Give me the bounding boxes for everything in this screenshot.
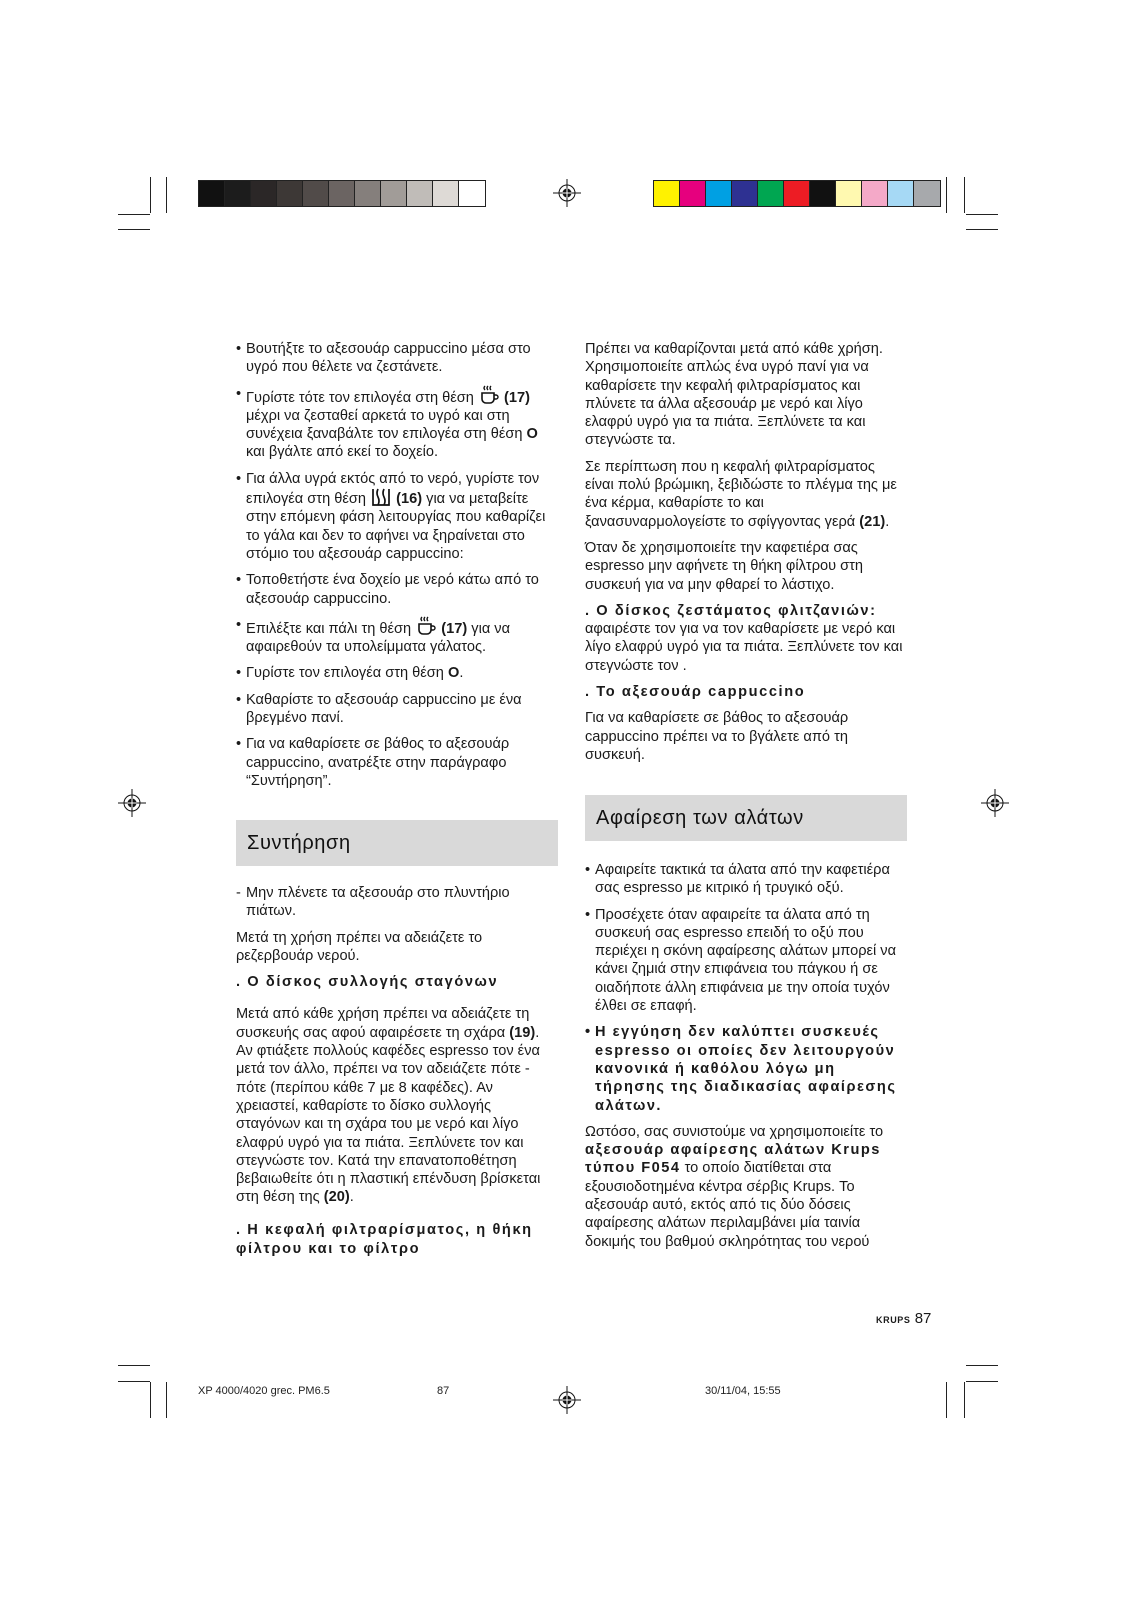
list-item: • Καθαρίστε το αξεσουάρ cappuccino με ένα βρεγμένο πανί.	[236, 691, 558, 728]
crop-mark	[946, 1382, 947, 1418]
crop-mark	[118, 229, 150, 230]
subheading: . Ο δίσκος συλλογής σταγόνων	[236, 974, 499, 991]
gray-swatch	[355, 181, 381, 206]
brand-logo: KRUPS	[876, 1315, 911, 1325]
crop-mark	[966, 214, 998, 215]
list-item: • Γυρίστε τότε τον επιλογέα στη θέση (17) μέχρι να ζεσταθεί αρκετά το υγρό και στη συνέχεια ξαναβάλτε τον επιλογέα στη θέση O και βγάλτε από εκεί το δοχείο.	[236, 385, 558, 462]
registration-mark-icon	[553, 1386, 581, 1414]
section-heading-maintenance	[236, 820, 558, 866]
section-heading-descaling	[585, 795, 907, 841]
paragraph: αφαιρέστε τον για να τον καθαρίσετε με νερό και λίγο ελαφρύ υγρό για τα πιάτα. Ξεπλύνετε τον και στεγνώστε τον .	[585, 621, 903, 674]
registration-mark-icon	[118, 789, 146, 817]
footer-page: 87	[437, 1385, 450, 1397]
color-swatch	[654, 181, 680, 206]
subheading: . Το αξεσουάρ cappuccino	[585, 684, 806, 701]
list-item: • Επιλέξτε και πάλι τη θέση (17) για να αφαιρεθούν τα υπολείμματα γάλατος.	[236, 616, 558, 657]
crop-mark	[966, 1365, 998, 1366]
section-title: Συντήρηση	[247, 831, 351, 854]
gray-swatch	[225, 181, 251, 206]
color-swatch	[732, 181, 758, 206]
page-number: KRUPS 87	[876, 1310, 932, 1327]
section-title: Αφαίρεση των αλάτων	[596, 806, 804, 829]
list-item: • Για άλλα υγρά εκτός από το νερό, γυρίστε τον επιλογέα στη θέση (16) για να μεταβείτε στην επόμενη φάση λειτουργίας που καθαρίζει το γάλα και δεν το αφήνει να ξηραίνεται στο στόμιο του αξεσουάρ cappuccino:	[236, 470, 558, 563]
paragraph: Πρέπει να καθαρίζονται μετά από κάθε χρήση. Χρησιμοποιείτε απλώς ένα υγρό πανί για να καθαρίσετε την κεφαλή φιλτραρίσματος και πλύνετε τα άλλα αξεσουάρ με νερό και λίγο ελαφρύ υγρό για τα πιάτα. Ξεπλύνετε τα και στεγνώστε τα.	[585, 341, 883, 449]
gray-swatch	[381, 181, 407, 206]
crop-mark	[166, 177, 167, 213]
color-swatch	[758, 181, 784, 206]
list-item: • Γυρίστε τον επιλογέα στη θέση O.	[236, 664, 558, 682]
dash-marker: -	[236, 885, 241, 901]
steam-cup-icon	[478, 385, 500, 405]
steam-cup-icon	[415, 616, 437, 636]
color-swatch	[680, 181, 706, 206]
registration-mark-icon	[553, 179, 581, 207]
list-item: • Τοποθετήστε ένα δοχείο με νερό κάτω από το αξεσουάρ cappuccino.	[236, 571, 558, 608]
maintenance-text	[236, 884, 558, 1267]
color-swatch	[914, 181, 940, 206]
paragraph: Μετά τη χρήση πρέπει να αδειάζετε το ρεζερβουάρ νερού.	[236, 929, 483, 964]
crop-mark	[118, 1365, 150, 1366]
paragraph: Ωστόσο, σας συνιστούμε να χρησιμοποιείτε το αξεσουάρ αφαίρεσης αλάτων Krups τύπου F054 το οποίο διατίθεται στα εξουσιοδοτημένα κέντρα σέρβις Krups. Το αξεσουάρ αυτό, εκτός από τις δύο δόσεις αφαίρεσης αλάτων περιλαμβάνει μία ταινία δοκιμής του βαθμού σκληρότητας του νερού	[585, 1123, 884, 1250]
steam-icon	[370, 488, 392, 506]
warranty-note: • Η εγγύηση δεν καλύπτει συσκευές espresso οι οποίες δεν λειτουργούν κανονικά ή καθόλου λόγω μη τήρησης της διαδικασίας αφαίρεσης αλάτων.	[585, 1023, 907, 1114]
color-swatch	[862, 181, 888, 206]
gray-swatch	[303, 181, 329, 206]
color-calibration-bar	[653, 180, 941, 207]
crop-mark	[964, 177, 965, 213]
crop-mark	[118, 1381, 150, 1382]
paragraph: Μετά από κάθε χρήση πρέπει να αδειάζετε τη συσκευής σας αφού αφαιρέσετε τη σχάρα (19). Αν φτιάξετε πολλούς καφέδες espresso τον ένα μετά τον άλλο, πρέπει να τον αδειάζετε πότε - πότε (περίπου κάθε 7 με 8 καφέδες). Αν χρειαστεί, καθαρίστε το δίσκο συλλογής σταγόνων και τη σχάρα του με νερό και λίγο ελαφρύ υγρό για τα πιάτα. Ξεπλύνετε τον και στεγνώστε τον. Κατά την επανατοποθέτηση βεβαιωθείτε ότι η πλαστική επένδυση βρίσκεται στη θέση της (20).	[236, 1006, 541, 1206]
crop-mark	[946, 177, 947, 213]
crop-mark	[118, 214, 150, 215]
left-column	[236, 340, 558, 798]
footer-filename: XP 4000/4020 grec. PM6.5	[198, 1385, 330, 1397]
paragraph: Όταν δε χρησιμοποιείτε την καφετιέρα σας espresso μην αφήνετε τη θήκη φίλτρου στη συσκευή για να μην φθαρεί το λάστιχο.	[585, 539, 864, 593]
gray-swatch	[459, 181, 485, 206]
color-swatch	[784, 181, 810, 206]
gray-swatch	[433, 181, 459, 206]
registration-mark-icon	[981, 789, 1009, 817]
subheading: . Η κεφαλή φιλτραρίσματος, η θήκη φίλτρου και το φίλτρο	[236, 1221, 533, 1257]
color-swatch	[706, 181, 732, 206]
color-swatch	[836, 181, 862, 206]
gray-swatch	[407, 181, 433, 206]
crop-mark	[150, 177, 151, 213]
gray-swatch	[277, 181, 303, 206]
list-item: • Βουτήξτε το αξεσουάρ cappuccino μέσα στο υγρό που θέλετε να ζεστάνετε.	[236, 340, 558, 377]
gray-swatch	[199, 181, 225, 206]
descaling-text	[585, 861, 907, 1259]
subheading: . Ο δίσκος ζεστάματος φλιτζανιών:	[585, 602, 877, 619]
list-item: • Για να καθαρίσετε σε βάθος το αξεσουάρ cappuccino, ανατρέξτε στην παράγραφο “Συντήρηση”.	[236, 735, 558, 790]
list-item: • Προσέχετε όταν αφαιρείτε τα άλατα από τη συσκευή σας espresso επειδή το οξύ που περιέχει η σκόνη αφαίρεσης αλάτων μπορεί να κάνει ζημιά στην επιφάνεια του πάγκου ή σε οιαδήποτε άλλη επιφάνεια με την οποία τυχόν έλθει σε επαφή.	[585, 906, 907, 1016]
paragraph: Για να καθαρίσετε σε βάθος το αξεσουάρ cappuccino πρέπει να το βγάλετε από τη συσκευή.	[585, 710, 849, 763]
grayscale-calibration-bar	[198, 180, 486, 207]
list-item: • Αφαιρείτε τακτικά τα άλατα από την καφετιέρα σας espresso με κιτρικό ή τρυγικό οξύ.	[585, 861, 907, 898]
crop-mark	[966, 229, 998, 230]
crop-mark	[964, 1382, 965, 1418]
right-column	[585, 340, 907, 772]
paragraph: Σε περίπτωση που η κεφαλή φιλτραρίσματος είναι πολύ βρώμικη, ξεβιδώστε το πλέγμα της με ένα κέρμα, καθαρίστε το και ξανασυναρμολογείστε το σφίγγοντας γερά (21).	[585, 458, 897, 530]
crop-mark	[966, 1381, 998, 1382]
gray-swatch	[251, 181, 277, 206]
list-item: - Μην πλένετε τα αξεσουάρ στο πλυντήριο πιάτων.	[236, 885, 510, 920]
footer-date: 30/11/04, 15:55	[705, 1385, 781, 1397]
gray-swatch	[329, 181, 355, 206]
crop-mark	[166, 1382, 167, 1418]
crop-mark	[150, 1382, 151, 1418]
color-swatch	[888, 181, 914, 206]
color-swatch	[810, 181, 836, 206]
